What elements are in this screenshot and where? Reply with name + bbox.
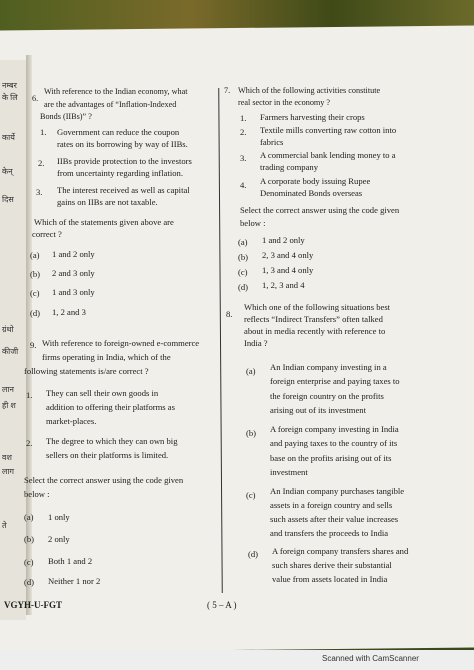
option-line: such assets after their value increases [270,514,399,524]
option-text: 1, 3 and 4 only [262,265,314,275]
margin-fragment: ही श [2,401,16,410]
option-label: (d) [24,577,35,587]
option-label: (a) [30,250,40,260]
option-line: investment [270,467,308,477]
option-text: 1 and 2 only [262,235,305,245]
option-line: arising out of its investment [270,405,366,415]
question-stem-line: Bonds (IIBs)” ? [40,112,92,121]
facing-page-edge [0,60,26,620]
statement-line: trading company [260,162,318,172]
question-number: 8. [226,309,233,319]
option-text: Neither 1 nor 2 [48,576,101,586]
option-label: (a) [24,512,34,522]
statement-line: sellers on their platforms is limited. [46,450,169,460]
option-label: (b) [24,534,35,544]
option-label: (a) [246,366,256,376]
question-number: 6. [32,94,39,103]
option-label: (b) [30,269,41,279]
option-label: (d) [248,549,259,559]
statement-line: from uncertainty regarding inflation. [57,168,183,178]
statement-line: rates on its borrowing by way of IIBs. [57,139,188,149]
option-line: A foreign company transfers shares and [272,546,409,556]
option-text: 1 and 3 only [52,287,95,297]
option-line: such shares derive their substantial [272,560,392,570]
option-label: (d) [238,282,249,292]
statement-line: A commercial bank lending money to a [260,150,396,160]
question-number: 7. [224,86,231,95]
option-line: foreign enterprise and paying taxes to [270,376,400,386]
question-stem-line: reflects “Indirect Transfers” often talked [244,314,383,324]
margin-fragment: केन् [2,167,13,176]
question-number: 9. [30,340,37,350]
option-line: An Indian company investing in a [270,362,387,372]
option-line: value from assets located in India [272,574,388,584]
question-stem-line: Which of the following activities constitute [238,86,381,95]
statement-number: 2. [240,127,247,137]
question-prompt-line: correct ? [32,229,62,239]
statement-line: A corporate body issuing Rupee [260,176,371,186]
question-stem-line: India ? [244,338,268,348]
statement-number: 1. [26,390,33,400]
question-stem-line: following statements is/are correct ? [24,366,149,376]
option-line: the foreign country on the profits [270,391,384,401]
question-stem-line: Which one of the following situations best [244,302,391,312]
option-line: assets in a foreign country and sells [270,500,393,510]
statement-line: fabrics [260,137,284,147]
statement-number: 2. [38,158,45,168]
statement-number: 3. [240,153,247,163]
statement-number: 4. [240,180,247,190]
option-label: (c) [238,267,248,277]
question-stem-line: With reference to the Indian economy, what [44,87,188,96]
question-prompt-line: below : [240,218,266,228]
question-stem-line: are the advantages of “Inflation-Indexed [44,100,177,109]
question-stem-line: about in media recently with reference to [244,326,386,336]
statement-number: 2. [26,438,33,448]
option-line: and transfers the proceeds to India [270,528,389,538]
statement-line: Farmers harvesting their crops [260,112,365,122]
option-line: An Indian company purchases tangible [270,486,405,496]
statement-number: 1. [40,127,47,137]
option-line: base on the profits arising out of its [270,453,392,463]
scanner-watermark: Scanned with CamScanner [322,654,419,663]
paper-code: VGYH-U-FGT [4,600,62,610]
option-label: (c) [24,557,34,567]
statement-line: The interest received as well as capital [57,185,190,195]
margin-fragment: लान [2,385,14,394]
option-text: 1 and 2 only [52,249,95,259]
question-prompt-line: Select the correct answer using the code given [240,205,400,215]
option-label: (a) [238,237,248,247]
page-gutter-shadow [24,55,35,615]
question-stem-line: real sector in the economy ? [238,98,331,107]
option-line: and paying taxes to the country of its [270,438,398,448]
question-prompt-line: below : [24,489,50,499]
statement-number: 1. [240,113,247,123]
option-line: A foreign company investing in India [270,424,399,434]
statement-line: Textile mills converting raw cotton into [260,125,397,135]
margin-fragment: कार्ये [2,133,15,142]
statement-number: 3. [36,187,43,197]
question-stem-line: With reference to foreign-owned e-commerce [42,338,200,348]
statement-line: Denominated Bonds overseas [260,188,363,198]
question-prompt-line: Select the correct answer using the code given [24,475,184,485]
option-label: (c) [246,490,256,500]
option-text: 2 only [48,534,70,544]
option-label: (b) [246,428,257,438]
question-prompt-line: Which of the statements given above are [34,217,174,227]
margin-fragment: नम्बर [2,81,17,90]
page-number: ( 5 – A ) [207,600,237,610]
option-text: Both 1 and 2 [48,556,93,566]
margin-fragment: वश [2,453,12,462]
margin-fragment: कीजी [2,347,19,356]
statement-line: IIBs provide protection to the investors [57,156,192,166]
statement-line: addition to offering their platforms as [46,402,175,412]
statement-line: They can sell their own goods in [46,388,159,398]
option-text: 1, 2, 3 and 4 [262,280,305,290]
question-stem-line: firms operating in India, which of the [42,352,171,362]
statement-line: The degree to which they can own big [46,436,178,446]
statement-line: Government can reduce the coupon [57,127,180,137]
option-label: (b) [238,252,249,262]
statement-line: gains on IIBs are not taxable. [57,197,158,207]
margin-fragment: ते [2,521,7,530]
option-label: (d) [30,308,41,318]
margin-fragment: ग्रंथो [2,325,14,334]
margin-fragment: लाग [2,467,14,476]
option-label: (c) [30,288,40,298]
option-text: 2, 3 and 4 only [262,250,314,260]
option-text: 2 and 3 only [52,268,95,278]
margin-fragment: के लि [2,93,18,102]
statement-line: market-places. [46,416,97,426]
option-text: 1 only [48,512,70,522]
margin-fragment: दिस [2,195,14,204]
option-text: 1, 2 and 3 [52,307,86,317]
